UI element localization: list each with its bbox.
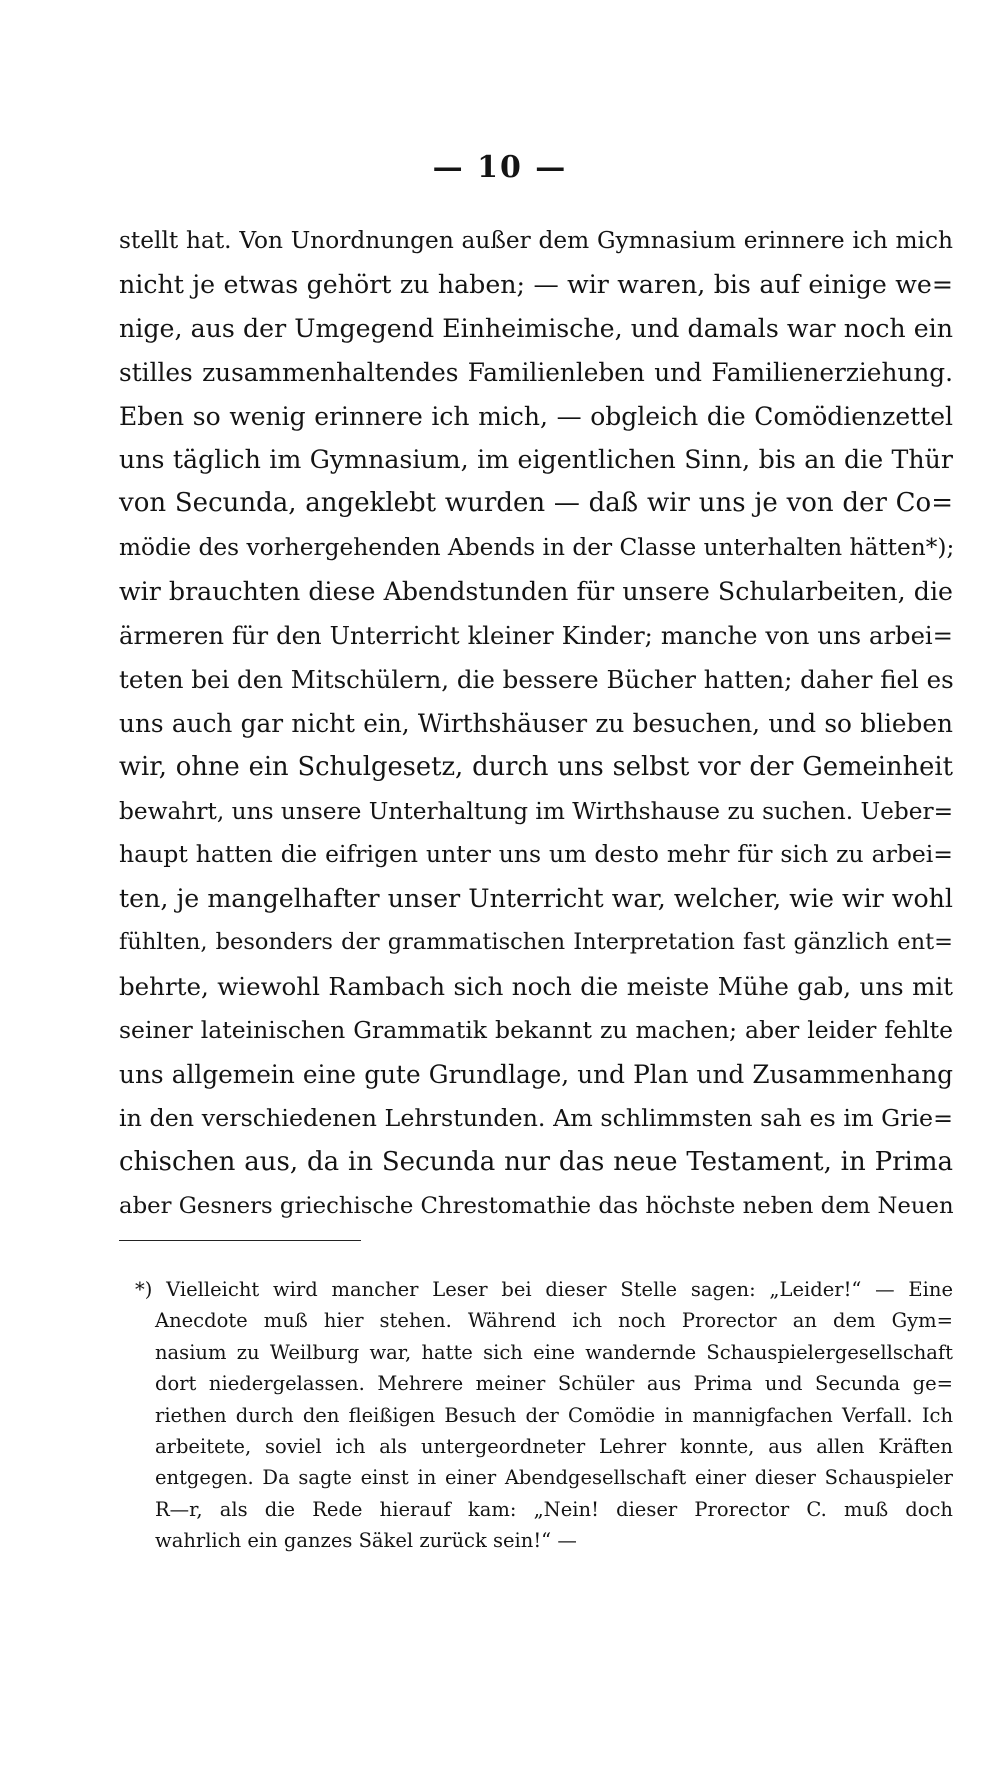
text-line: wir, ohne ein Schulgesetz, durch uns selbst vor der Gemeinheit (119, 751, 953, 782)
text-line: uns auch gar nicht ein, Wirthshäuser zu besuchen, und so blieben (119, 708, 953, 738)
text-line: ten, je mangelhafter unser Unterricht war, welcher, wie wir wohl (119, 884, 953, 914)
text-line: teten bei den Mitschülern, die bessere Bücher hatten; daher fiel es (119, 664, 954, 694)
text-line: stellt hat. Von Unordnungen außer dem Gymnasium erinnere ich mich (119, 227, 953, 254)
text-line: seiner lateinischen Grammatik bekannt zu machen; aber leider fehlte (119, 1016, 953, 1045)
text-line: von Secunda, angeklebt wurden — daß wir uns je von der Co= (119, 488, 953, 519)
text-line: aber Gesners griechische Chrestomathie das höchste neben dem Neuen (119, 1192, 954, 1219)
page-number: — 10 — (432, 150, 568, 185)
text-line: bewahrt, uns unsere Unterhaltung im Wirthshause zu suchen. Ueber= (119, 797, 954, 825)
main-text-block (119, 219, 953, 1228)
footnote-divider (119, 1240, 361, 1241)
text-line: nige, aus der Umgegend Einheimische, und damals war noch ein (119, 313, 953, 343)
text-line: mödie des vorhergehenden Abends in der Classe unterhalten hätten*); (119, 534, 955, 562)
text-line: wir brauchten diese Abendstunden für unsere Schularbeiten, die (119, 577, 953, 607)
text-line: uns allgemein eine gute Grundlage, und Plan und Zusammenhang (119, 1059, 953, 1089)
footnote-line: wahrlich ein ganzes Säkel zurück sein!“ — (155, 1529, 577, 1553)
footnote-line: nasium zu Weilburg war, hatte sich eine wandernde Schauspielergesellschaft (155, 1340, 953, 1364)
text-line: uns täglich im Gymnasium, im eigentlichen Sinn, bis an die Thür (119, 445, 953, 475)
footnote-line: riethen durch den fleißigen Besuch der Comödie in mannigfachen Verfall. Ich (155, 1403, 953, 1427)
text-line: nicht je etwas gehört zu haben; — wir waren, bis auf einige we= (119, 269, 953, 299)
text-line: behrte, wiewohl Rambach sich noch die meiste Mühe gab, uns mit (119, 972, 953, 1002)
text-line: Eben so wenig erinnere ich mich, — obgleich die Comödienzettel (119, 401, 953, 431)
text-line: stilles zusammenhaltendes Familienleben und Familienerziehung. (119, 357, 953, 387)
footnote-block (135, 1274, 953, 1557)
footnote-line: arbeitete, soviel ich als untergeordneter Lehrer konnte, aus allen Kräften (155, 1434, 953, 1458)
text-line: ärmeren für den Unterricht kleiner Kinder; manche von uns arbei= (119, 621, 953, 651)
text-line: chischen aus, da in Secunda nur das neue Testament, in Prima (119, 1146, 953, 1177)
footnote-line: *) Vielleicht wird mancher Leser bei dieser Stelle sagen: „Leider!“ — Eine (135, 1278, 953, 1301)
footnote-line: R—r, als die Rede hierauf kam: „Nein! dieser Prorector C. muß doch (155, 1497, 953, 1521)
text-line: haupt hatten die eifrigen unter uns um desto mehr für sich zu arbei= (119, 840, 953, 869)
text-line: in den verschiedenen Lehrstunden. Am schlimmsten sah es im Grie= (119, 1103, 953, 1132)
footnote-line: entgegen. Da sagte einst in einer Abendgesellschaft einer dieser Schauspieler (155, 1466, 953, 1490)
text-line: fühlten, besonders der grammatischen Interpretation fast gänzlich ent= (119, 929, 953, 956)
footnote-line: dort niedergelassen. Mehrere meiner Schüler aus Prima und Secunda ge= (155, 1372, 953, 1396)
footnote-line: Anecdote muß hier stehen. Während ich noch Prorector an dem Gym= (155, 1309, 953, 1333)
